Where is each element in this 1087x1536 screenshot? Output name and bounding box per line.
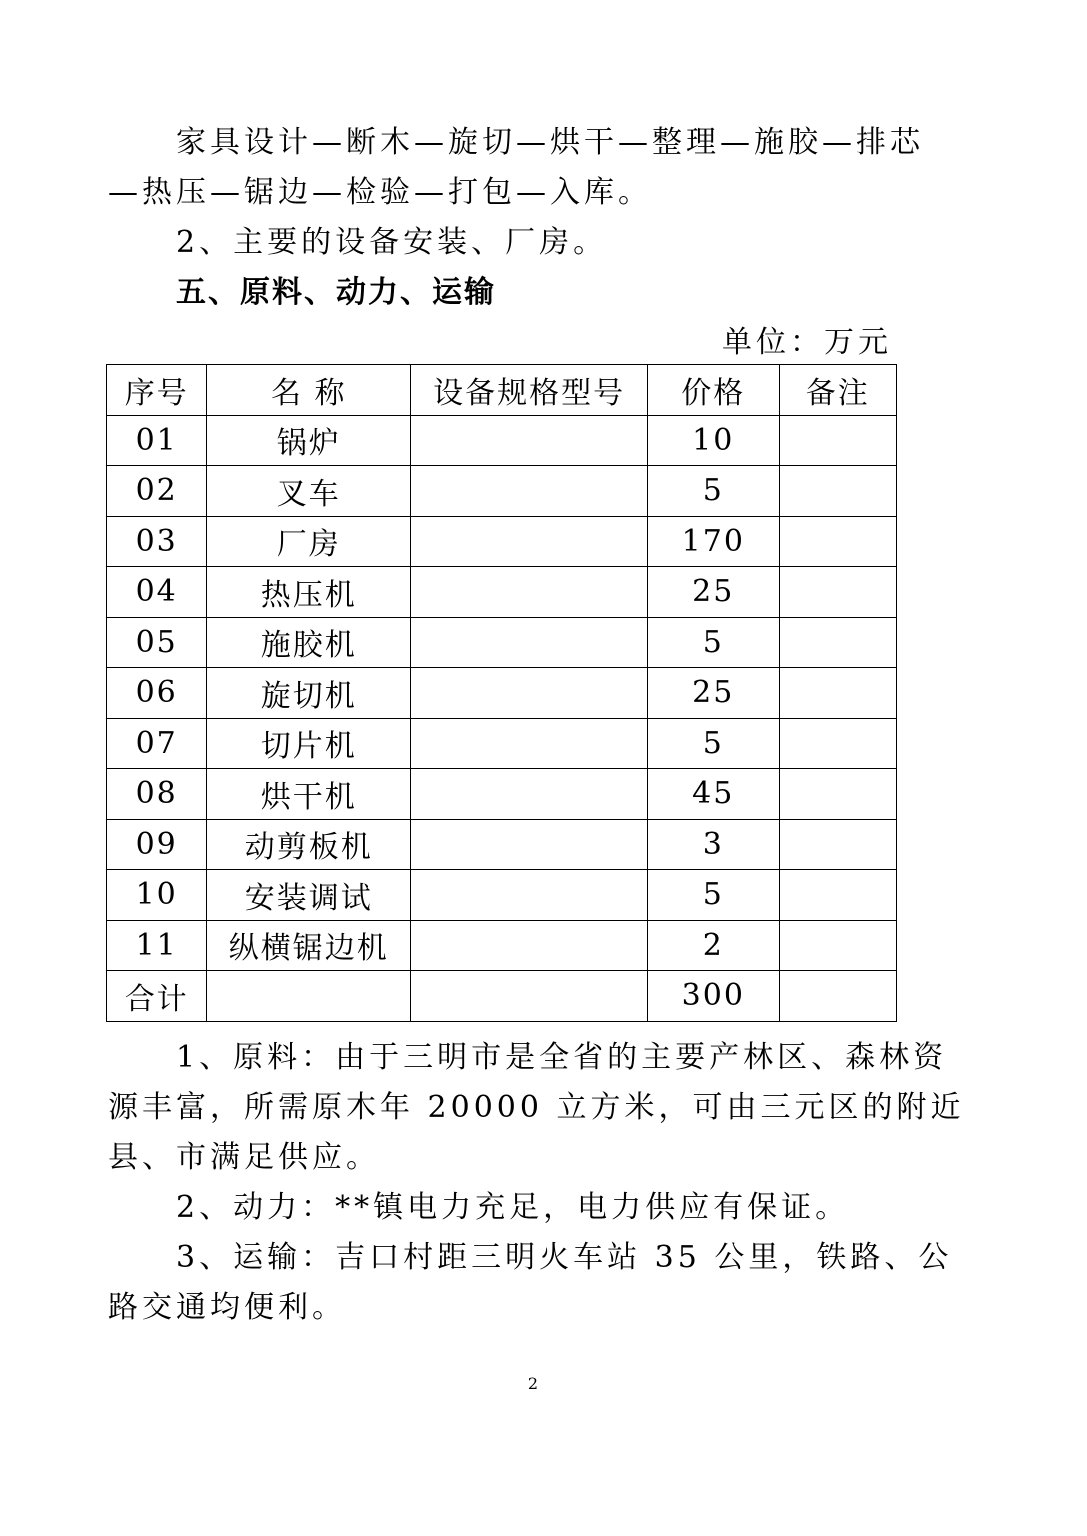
row-note: [779, 516, 896, 567]
equipment-table: [106, 364, 897, 1022]
row-no: 02: [107, 466, 207, 517]
table-row: [107, 920, 897, 971]
row-price: 170: [648, 516, 779, 567]
row-name: 锅炉: [207, 415, 411, 466]
row-no: 10: [107, 870, 207, 921]
header-price: 价格: [648, 365, 779, 416]
transport-line-1: 3、运输：吉口村距三明火车站 35 公里，铁路、公: [176, 1240, 953, 1275]
row-note: [779, 920, 896, 971]
table-row: [107, 466, 897, 517]
row-name: 旋切机: [207, 668, 411, 719]
row-name: 厂房: [207, 516, 411, 567]
row-price: 45: [648, 769, 779, 820]
row-spec: [411, 415, 648, 466]
transport-line-2: 路交通均便利。: [108, 1290, 346, 1325]
table-row: [107, 769, 897, 820]
table-row: [107, 567, 897, 618]
row-spec: [411, 870, 648, 921]
header-name: 名 称: [207, 365, 411, 416]
row-price: 3: [648, 819, 779, 870]
process-flow-line-1: 家具设计—断木—旋切—烘干—整理—施胶—排芯: [176, 125, 924, 160]
row-spec: [411, 769, 648, 820]
row-name: 动剪板机: [207, 819, 411, 870]
table-row: [107, 415, 897, 466]
row-no: 07: [107, 718, 207, 769]
row-note: [779, 567, 896, 618]
total-price: 300: [648, 971, 779, 1022]
row-name: 叉车: [207, 466, 411, 517]
unit-label: 单位：万元: [722, 325, 892, 360]
row-no: 04: [107, 567, 207, 618]
table-row: [107, 668, 897, 719]
total-label: 合计: [107, 971, 207, 1022]
row-note: [779, 870, 896, 921]
row-no: 05: [107, 617, 207, 668]
row-note: [779, 718, 896, 769]
row-name: 切片机: [207, 718, 411, 769]
row-price: 5: [648, 617, 779, 668]
table-row: [107, 718, 897, 769]
row-note: [779, 668, 896, 719]
row-spec: [411, 718, 648, 769]
table-row: [107, 516, 897, 567]
row-name: 烘干机: [207, 769, 411, 820]
row-spec: [411, 516, 648, 567]
total-spec: [411, 971, 648, 1022]
row-note: [779, 415, 896, 466]
row-price: 25: [648, 668, 779, 719]
row-spec: [411, 617, 648, 668]
row-note: [779, 466, 896, 517]
item-equipment-installation: 2、主要的设备安装、厂房。: [176, 225, 608, 260]
row-price: 25: [648, 567, 779, 618]
row-price: 5: [648, 466, 779, 517]
row-price: 5: [648, 870, 779, 921]
header-no: 序号: [107, 365, 207, 416]
table-row: [107, 870, 897, 921]
row-spec: [411, 668, 648, 719]
row-name: 纵横锯边机: [207, 920, 411, 971]
row-note: [779, 819, 896, 870]
row-no: 01: [107, 415, 207, 466]
row-no: 11: [107, 920, 207, 971]
page-number: 2: [527, 1374, 539, 1393]
row-note: [779, 769, 896, 820]
row-spec: [411, 819, 648, 870]
section-heading: 五、原料、动力、运输: [176, 275, 496, 310]
table-header-row: [107, 365, 897, 416]
total-note: [779, 971, 896, 1022]
row-no: 08: [107, 769, 207, 820]
row-name: 安装调试: [207, 870, 411, 921]
table-row: [107, 617, 897, 668]
row-spec: [411, 920, 648, 971]
table-row: [107, 819, 897, 870]
row-note: [779, 617, 896, 668]
header-spec: 设备规格型号: [411, 365, 648, 416]
row-price: 2: [648, 920, 779, 971]
row-spec: [411, 466, 648, 517]
total-name: [207, 971, 411, 1022]
row-price: 5: [648, 718, 779, 769]
table-total-row: [107, 971, 897, 1022]
row-no: 03: [107, 516, 207, 567]
power-paragraph: 2、动力：**镇电力充足，电力供应有保证。: [176, 1190, 850, 1225]
row-name: 热压机: [207, 567, 411, 618]
raw-material-line-3: 县、市满足供应。: [108, 1140, 380, 1175]
raw-material-line-2: 源丰富，所需原木年 20000 立方米，可由三元区的附近: [108, 1090, 965, 1125]
row-name: 施胶机: [207, 617, 411, 668]
row-no: 06: [107, 668, 207, 719]
row-no: 09: [107, 819, 207, 870]
row-spec: [411, 567, 648, 618]
header-note: 备注: [779, 365, 896, 416]
row-price: 10: [648, 415, 779, 466]
raw-material-line-1: 1、原料：由于三明市是全省的主要产林区、森林资: [176, 1040, 948, 1075]
process-flow-line-2: —热压—锯边—检验—打包—入库。: [108, 175, 652, 210]
